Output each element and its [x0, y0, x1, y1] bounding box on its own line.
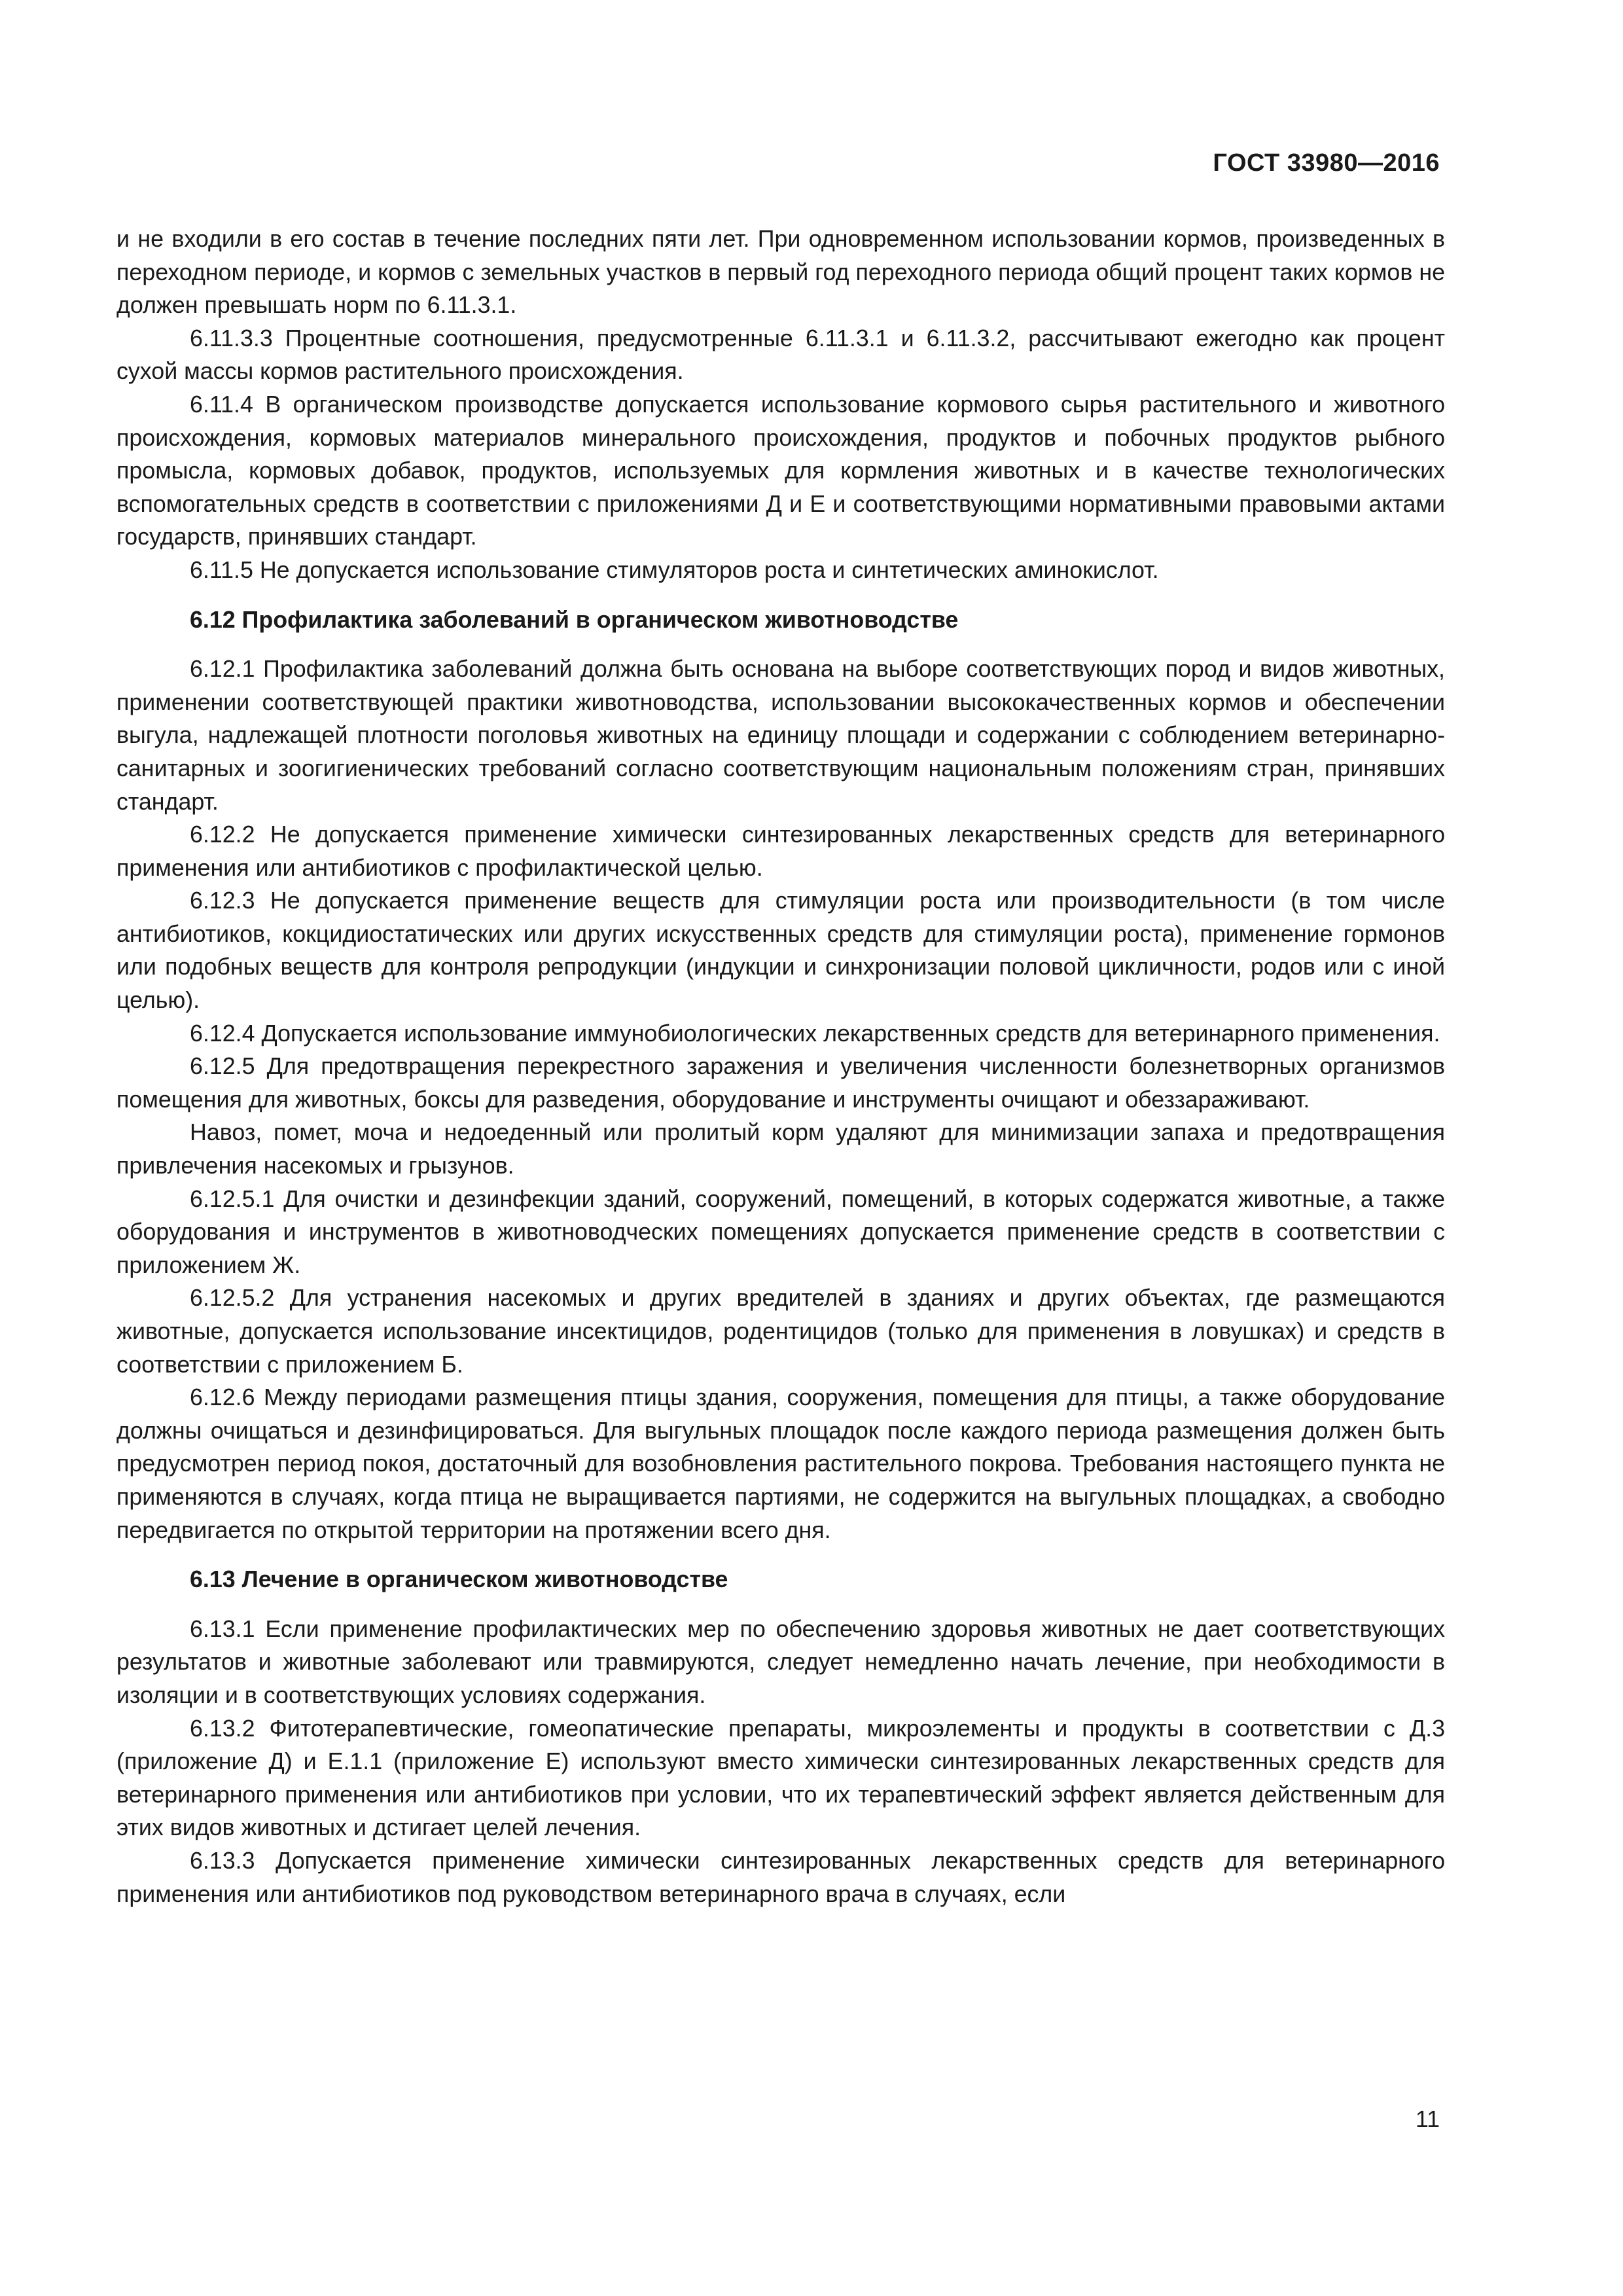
paragraph-6-11-5: 6.11.5 Не допускается использование стимуляторов роста и синтетических аминокислот. [190, 556, 1159, 583]
section-heading-6-13: 6.13 Лечение в органическом животноводстве [190, 1566, 728, 1593]
paragraph-6-11-3-3: 6.11.3.3 Процентные соотношения, предусмотренные 6.11.3.1 и 6.11.3.2, рассчитывают ежегодно как процент сухой массы кормов растительного происхождения. [116, 325, 1445, 385]
paragraph-6-13-3: 6.13.3 Допускается применение химически синтезированных лекарственных средств для ветеринарного применения или антибиотиков под руководством ветеринарного врача в случаях, если [116, 1847, 1445, 1907]
paragraph-6-12-2: 6.12.2 Не допускается применение химически синтезированных лекарственных средств для ветеринарного применения или антибиотиков с профилактической целью. [116, 821, 1445, 881]
paragraph-6-12-3: 6.12.3 Не допускается применение веществ для стимуляции роста или производительности (в том числе антибиотиков, кокцидиостатических или других искусственных средств для стимуляции роста), применение гормонов или подобных веществ для контроля репродукции (индукции и синхронизации половой цикличности, родов или с иной целью). [116, 888, 1445, 1014]
document-body [116, 223, 1445, 1910]
paragraph-6-11-4: 6.11.4 В органическом производстве допускается использование кормового сырья растительного и животного происхождения, кормовых материалов минерального происхождения, продуктов и побочных продуктов рыбного промысла, кормовых добавок, продуктов, используемых для кормления животных и в качестве технологических вспомогательных средств в соответствии с приложениями Д и Е и соответствующими нормативными правовыми актами государств, принявших стандарт. [116, 391, 1445, 550]
paragraph-6-12-5-manure: Навоз, помет, моча и недоеденный или пролитый корм удаляют для минимизации запаха и предотвращения привлечения насекомых и грызунов. [116, 1119, 1445, 1179]
paragraph-6-12-5: 6.12.5 Для предотвращения перекрестного заражения и увеличения численности болезнетворных организмов помещения для животных, боксы для разведения, оборудование и инструменты очищают и обеззараживают. [116, 1053, 1445, 1113]
section-heading-6-12: 6.12 Профилактика заболеваний в органическом животноводстве [190, 606, 959, 633]
paragraph-6-12-4: 6.12.4 Допускается использование иммунобиологических лекарственных средств для ветеринарного применения. [190, 1020, 1440, 1047]
page-number: 11 [1415, 2106, 1440, 2132]
paragraph-6-12-1: 6.12.1 Профилактика заболеваний должна быть основана на выборе соответствующих пород и видов животных, применении соответствующей практики животноводства, использовании высококачественных кормов и обеспечении выгула, надлежащей плотности поголовья животных на единицу площади и содержании с соблюдением ветеринарно-санитарных и зоогигиенических требований согласно соответствующим национальным положениям стран, принявших стандарт. [116, 656, 1445, 815]
paragraph-6-12-5-1: 6.12.5.1 Для очистки и дезинфекции зданий, сооружений, помещений, в которых содержатся животные, а также оборудования и инструментов в животноводческих помещениях допускается применение средств в соответствии с приложением Ж. [116, 1185, 1445, 1278]
paragraph-6-13-1: 6.13.1 Если применение профилактических мер по обеспечению здоровья животных не дает соответствующих результатов и животные заболевают или травмируются, следует немедленно начать лечение, при необходимости в изоляции и в соответствующих условиях содержания. [116, 1615, 1445, 1708]
paragraph-continuation: и не входили в его состав в течение последних пяти лет. При одновременном использовании кормов, произведенных в переходном периоде, и кормов с земельных участков в первый год переходного периода общий процент таких кормов не должен превышать норм по 6.11.3.1. [116, 226, 1445, 319]
document-standard-id: ГОСТ 33980—2016 [1213, 149, 1440, 177]
paragraph-6-12-5-2: 6.12.5.2 Для устранения насекомых и других вредителей в зданиях и других объектах, где размещаются животные, допускается использование инсектицидов, родентицидов (только для применения в ловушках) и средств в соответствии с приложением Б. [116, 1285, 1445, 1378]
paragraph-6-13-2: 6.13.2 Фитотерапевтические, гомеопатические препараты, микроэлементы и продукты в соответствии с Д.3 (приложение Д) и Е.1.1 (приложение Е) используют вместо химически синтезированных лекарственных средств для ветеринарного применения или антибиотиков при условии, что их терапевтический эффект является действенным для этих видов животных и дстигает целей лечения. [116, 1715, 1445, 1841]
paragraph-6-12-6: 6.12.6 Между периодами размещения птицы здания, сооружения, помещения для птицы, а также оборудование должны очищаться и дезинфицироваться. Для выгульных площадок после каждого периода размещения должен быть предусмотрен период покоя, достаточный для возобновления растительного покрова. Требования настоящего пункта не применяются в случаях, когда птица не выращивается партиями, не содержится на выгульных площадках, а свободно передвигается по открытой территории на протяжении всего дня. [116, 1384, 1445, 1543]
